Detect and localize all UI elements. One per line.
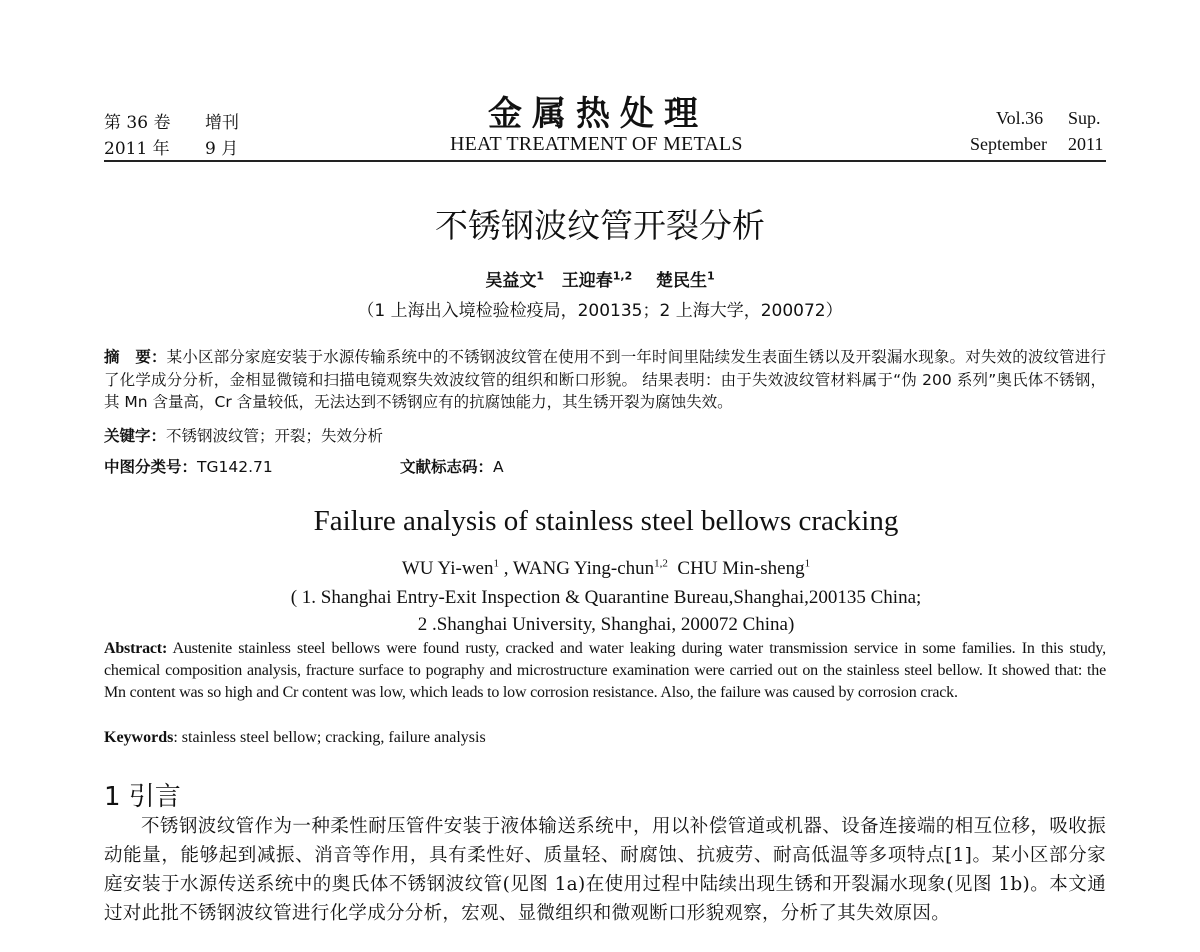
month-en: September (970, 134, 1047, 154)
author-en-2-affil: 1,2 (654, 557, 668, 570)
volume-cn: 第 36 卷 (104, 113, 171, 133)
journal-logo-cn: 金属热处理 (488, 94, 708, 134)
affiliation-cn: （1 上海出入境检验检疫局，200135；2 上海大学，200072） (357, 301, 843, 321)
keywords-cn-text: 不锈钢波纹管；开裂；失效分析 (166, 427, 384, 445)
affiliation-en-1: ( 1. Shanghai Entry-Exit Inspection & Quarantine Bureau,Shanghai,200135 China; (290, 587, 922, 608)
authors-en (0, 558, 1200, 580)
affiliation-en-2: 2 .Shanghai University, Shanghai, 200072 China) (417, 614, 795, 635)
section-1-heading: 1 引言 (104, 782, 181, 812)
journal-name-en: HEAT TREATMENT OF METALS (450, 133, 743, 155)
author-en-1-affil: 1 (493, 557, 499, 570)
author-en-2-sep (668, 558, 678, 579)
month-cn: 9 月 (205, 139, 239, 159)
volume-en: Vol.36 (996, 108, 1044, 128)
classification-code (104, 455, 273, 477)
author-en-3-affil: 1 (804, 557, 811, 570)
abstract-en (104, 638, 1106, 704)
keywords-en-text: : stainless steel bellow; cracking, failure analysis (173, 729, 486, 746)
header-rule (104, 160, 1106, 162)
document-code (400, 455, 504, 477)
abstract-en-label: Abstract: (104, 640, 168, 657)
year-en: 2011 (1068, 134, 1104, 154)
author-cn-1: 吴益文 (485, 271, 537, 291)
author-cn-2: 王迎春 (561, 271, 613, 291)
author-en-3: CHU Min-sheng (677, 558, 805, 579)
supplement-cn: 增刊 (205, 113, 239, 133)
year-cn: 2011 年 (104, 139, 170, 159)
document-code-label: 文献标志码： (400, 458, 494, 476)
paper-title-cn: 不锈钢波纹管开裂分析 (435, 206, 765, 245)
document-code-value: A (493, 458, 504, 476)
supplement-en: Sup. (1068, 108, 1101, 128)
abstract-en-text: Austenite stainless steel bellows were found rusty, cracked and water leaking during water transmission service in some families. In this study, chemical composition analysis, fracture surface to pography and microstructure examination were carried out on the stainless steel bellow. It showed that: the Mn content was so high and Cr content was low, which leads to low corrosion resistance. Also, the failure was caused by corrosion crack. (104, 640, 1106, 701)
classification-label: 中图分类号： (104, 458, 198, 476)
paper-title-en: Failure analysis of stainless steel bellows cracking (313, 505, 899, 537)
author-cn-3: 楚民生 (655, 271, 707, 291)
keywords-en (104, 729, 486, 747)
author-cn-2-affil: 1,2 (612, 269, 633, 283)
keywords-en-label: Keywords (104, 729, 174, 746)
classification-value: TG142.71 (197, 458, 273, 476)
authors-cn (0, 266, 1200, 291)
keywords-cn-label: 关键字： (104, 427, 167, 445)
keywords-cn (104, 424, 383, 446)
author-cn-1-affil: 1 (536, 269, 545, 283)
abstract-cn-text: 某小区部分家庭安装于水源传输系统中的不锈钢波纹管在使用不到一年时间里陆续发生表面生锈以及开裂漏水现象。对失效的波纹管进行了化学成分分析，金相显微镜和扫描电镜观察失效波纹管的组织和断口形貌。 结果表明：由于失效波纹管材料属于“伪 200 系列”奥氏体不锈钢，其 Mn 含量高，Cr 含量较低，无法达到不锈钢应有的抗腐蚀能力，其生锈开裂为腐蚀失效。 (104, 348, 1106, 411)
author-cn-3-affil: 1 (706, 269, 715, 283)
author-en-2: WANG Ying-chun (512, 558, 655, 579)
author-en-1: WU Yi-wen (401, 558, 494, 579)
abstract-cn-label: 摘 要： (104, 348, 167, 366)
abstract-cn (104, 346, 1106, 414)
author-en-1-sep: , (499, 558, 513, 579)
section-1-paragraph: 不锈钢波纹管作为一种柔性耐压管件安装于液体输送系统中，用以补偿管道或机器、设备连接端的相互位移，吸收振动能量，能够起到减振、消音等作用，具有柔性好、质量轻、耐腐蚀、抗疲劳、耐高低温等多项特点[1]。某小区部分家庭安装于水源传送系统中的奥氏体不锈钢波纹管(见图 1a)在使用过程中陆续出现生锈和开裂漏水现象(见图 1b)。本文通过对此批不锈钢波纹管进行化学成分分析，宏观、显微组织和微观断口形貌观察，分析了其失效原因。 (104, 816, 1106, 924)
